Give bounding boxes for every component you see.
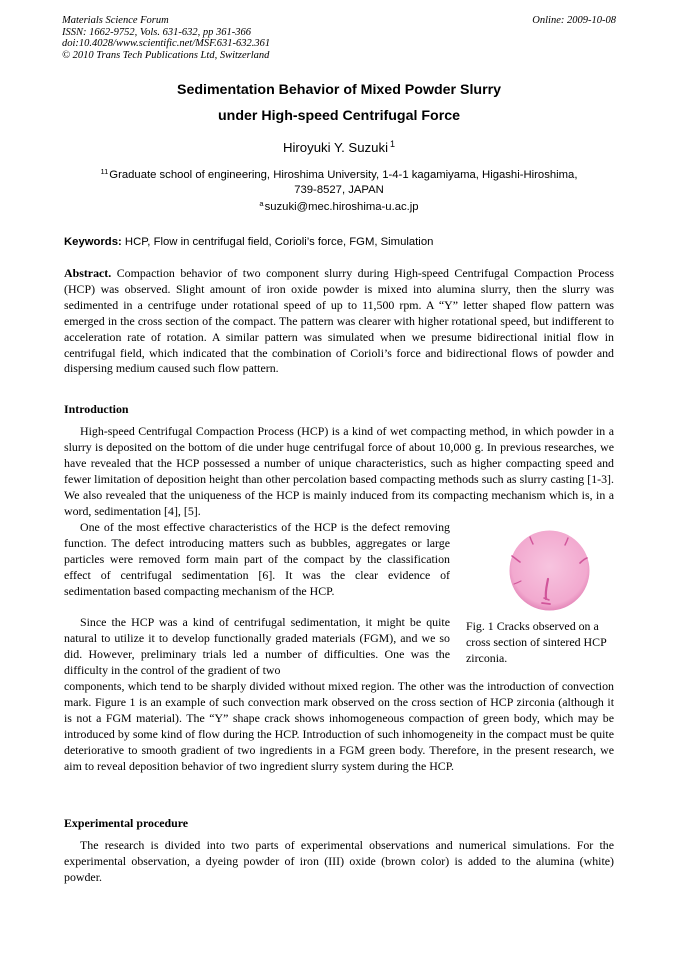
affiliation: [62, 165, 616, 197]
journal-copyright: © 2010 Trans Tech Publications Ltd, Switzerland: [62, 49, 270, 61]
experimental-paragraph-1: The research is divided into two parts of experimental observations and numerical simulations. For the experimental observation, a dyeing powder of iron (III) oxide (brown color) is added to the alumina (white) powder.: [64, 838, 614, 884]
affiliation-text-1: Graduate school of engineering, Hiroshima University, 1-4-1 kagamiyama, Higashi-Hiroshima,: [109, 169, 578, 181]
author-name: Hiroyuki Y. Suzuki: [282, 140, 389, 155]
journal-header: [62, 15, 270, 61]
paper-title-line-2: under High-speed Centrifugal Force: [218, 108, 460, 124]
zirconia-disc: [510, 531, 590, 611]
email-line: [0, 199, 678, 213]
journal-doi[interactable]: doi:10.4028/www.scientific.net/MSF.631-632.361: [62, 38, 271, 50]
email-marker: a: [259, 199, 264, 208]
author-marker: 1: [390, 139, 396, 149]
introduction-paragraph-1: High-speed Centrifugal Compaction Process (HCP) is a kind of wet compacting method, in which powder in a slurry is deposited on the bottom of die under huge centrifugal force of about 10,000 g. In previous researches, we have revealed that the HCP possessed a number of unique characteristics, such as higher compacting speed and fewer limitation of deposition height than other percolation based compacting methods such as slurry casting [1-3]. We also revealed that the uniqueness of the HCP is mainly induced from its compacting mechanism which is, in a word, sedimentation [4], [5].: [64, 424, 614, 518]
experimental-heading: Experimental procedure: [64, 816, 189, 830]
keywords: [64, 236, 433, 248]
crack-base: [542, 603, 550, 604]
affiliation-marker: 11: [100, 167, 109, 176]
affiliation-line-1: [62, 165, 616, 183]
figure-1-caption: Fig. 1 Cracks observed on a cross section of sintered HCP zirconia.: [466, 619, 607, 665]
journal-issn: ISSN: 1662-9752, Vols. 631-632, pp 361-366: [62, 26, 251, 38]
email-address[interactable]: suzuki@mec.hiroshima-u.ac.jp: [264, 201, 419, 213]
abstract: [64, 266, 614, 377]
author-line: [0, 139, 678, 155]
journal-name: Materials Science Forum: [62, 15, 169, 26]
keywords-text: HCP, Flow in centrifugal field, Corioli’s force, FGM, Simulation: [124, 236, 434, 248]
figure-1-image: [494, 529, 605, 612]
affiliation-line-2: 739-8527, JAPAN: [294, 183, 384, 196]
introduction-heading: Introduction: [64, 402, 129, 416]
introduction-paragraph-3-start: Since the HCP was a kind of centrifugal sedimentation, it might be quite natural to utilize it to develop functionally graded materials (FGM), and we so did. However, preliminary trials led a number of difficulties. One was the difficulty in the control of the gradient of two: [64, 615, 450, 677]
paper-title-line-1: Sedimentation Behavior of Mixed Powder Slurry: [176, 82, 501, 98]
introduction-paragraph-2: One of the most effective characteristics of the HCP is the defect removing function. The defect introducing matters such as bubbles, aggregates or large particles were removed form main part of the compact by the classification effect of centrifugal sedimentation [6]. It was the clear evidence of sedimentation based compacting mechanism of the HCP.: [64, 520, 450, 598]
abstract-label: Abstract.: [64, 266, 112, 280]
keywords-label: Keywords:: [64, 236, 122, 248]
sintered-disc-image: [494, 529, 605, 612]
online-date: Online: 2009-10-08: [532, 15, 616, 26]
introduction-paragraph-3-end: components, which tend to be sharply divided without mixed region. The other was the introduction of convection mark. Figure 1 is an example of such convection mark observed on the cross section of HCP zirconia (although it is not a FGM material). The “Y” shape crack shows inhomogeneous compaction of green body, which may be introduced by some kind of flow during the HCP. Introduction of such inhomogeneity in the compact must be quite deteriorative to smooth gradient of two ingredients in a FGM green body. Therefore, in the present research, we aim to reveal deposition behavior of two ingredient slurry system during the HCP.: [64, 679, 614, 773]
abstract-text: Compaction behavior of two component slurry during High-speed Centrifugal Compaction Process (HCP) was observed. Slight amount of iron oxide powder is mixed into alumina slurry, then the slurry was sedimented in a centrifuge under rotational speed of up to 11,500 rpm. A “Y” letter shaped flow pattern was emerged in the cross section of the compact. The pattern was clearer with higher rotational speed, but indifferent to acceleration rate of rotation. A similar pattern was simulated when we presume bidirectional initial flow in centrifugal field, which indicated that the combination of Corioli’s force and bidirectional flows of powder and dispersing medium caused such flow pattern.: [64, 266, 614, 376]
